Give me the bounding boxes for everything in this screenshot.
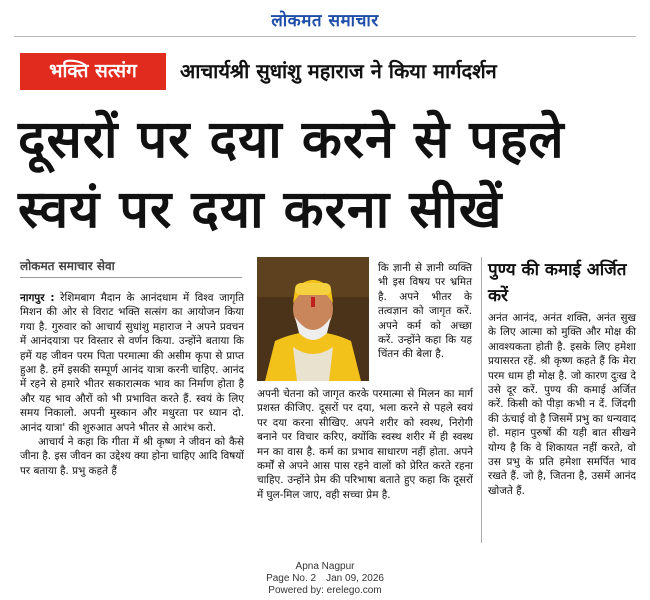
subheading: पुण्य की कमाई अर्जित करें	[488, 260, 627, 306]
headline-line-2: स्वयं पर दया करना सीखें	[18, 180, 503, 240]
paragraph-3: कि ज्ञानी से ज्ञानी व्यक्ति भी इस विषय पर भ्रमित है. अपने भीतर के तत्वज्ञान को जागृत करें. अपने कर्म को अच्छा करें. उन्होंने कहा कि यह चिंतन की बेला है.	[378, 262, 472, 361]
speaker-photo	[257, 257, 369, 381]
paragraph-5: अनंत आनंद, अनंत शक्ति, अनंत सुख के लिए आत्मा को मुक्ति और मोक्ष की आवश्यकता होती है. इसके लिए हमेशा प्रयासरत रहें. श्री कृष्ण कहते हैं कि मेरा परम धाम ही मोक्ष है. जो कारण दुःख दे उसे दूर करें. पुण्य की कमाई अर्जित करें. किसी को पीड़ा कभी न दें. जिंदगी की ऊंचाई वो है जिसमें प्रभु का धन्यवाद हो. महान पुरुषों की यही बात सीखने योग्य है कि वे शिकायत नहीं करते, वो उस प्रभु के प्रति हमेशा समर्पित भाव रखते हैं. जो है, जितना है, उसमें आनंद खोजते हैं.	[488, 312, 636, 497]
masthead: लोकमत समाचार	[271, 11, 379, 31]
footer	[0, 561, 650, 597]
kicker: आचार्यश्री सुधांशु महाराज ने किया मार्गदर्शन	[180, 59, 497, 83]
article-column-3	[488, 311, 636, 498]
paragraph-1	[20, 291, 244, 435]
masthead-divider	[14, 36, 636, 37]
dateline: नागपुर :	[20, 292, 55, 304]
article-column-1	[20, 291, 244, 478]
paragraph-2: आचार्य ने कहा कि गीता में श्री कृष्ण ने जीवन को कैसे जीना है. इस जीवन का उद्देश्य क्या होना चाहिए आदि विषयों पर बताया है. प्रभु कहते हैं	[20, 436, 244, 477]
footer-powered-by[interactable]: Powered by: erelego.com	[268, 585, 382, 596]
headline-line-1: दूसरों पर दया करने से पहले	[18, 110, 565, 170]
footer-page: Page No. 2	[266, 573, 317, 584]
footer-date: Jan 09, 2026	[326, 573, 384, 584]
paragraph-1-text: रेशिमबाग मैदान के आनंदधाम में विश्व जागृति मिशन की ओर से विराट भक्ति सत्संग का आयोजन किया गया है. गुरुवार को आचार्य सुधांशु महाराज ने अपने प्रवचन में आनंदयात्रा पर विस्तार से वर्णन किया. उन्होंने बताया कि हमें यह जीवन परम पिता परमात्मा की असीम कृपा से प्राप्त हुआ है. हमें इसकी सम्पूर्ण आनंद यात्रा करनी चाहिए. आनंद में रहने से हमारे भीतर सकारात्मक भाव का निर्माण होता है और यह भाव औरों को भी प्रभावित करते हैं. स्वयं के लिए समय निकालो. अपनी मुस्कान और मधुरता पर ध्यान दो. आनंद यात्रा' की शुरुआत अपने भीतर से आरंभ करो.	[20, 292, 245, 434]
section-tag: भक्ति सत्संग	[20, 53, 166, 90]
footer-page-line	[0, 573, 650, 585]
article-column-2-bottom	[257, 387, 473, 502]
column-divider	[481, 257, 482, 543]
byline: लोकमत समाचार सेवा	[20, 257, 242, 278]
footer-edition: Apna Nagpur	[295, 561, 355, 572]
article-column-2-top	[378, 261, 472, 362]
paragraph-4: अपनी चेतना को जागृत करके परमात्मा से मिलन का मार्ग प्रशस्त कीजिए. दूसरों पर दया, भला करने से पहले स्वयं पर दया करना सीखिए. अपने शरीर को स्वस्थ, निरोगी बनाने पर विचार करिए, क्योंकि स्वस्थ शरीर में ही स्वस्थ मन का वास है. कर्म का प्रभाव साधारण नहीं होता. अपने कर्मों से अपने आस पास रहने वालों को प्रेरित करते रहना चाहिए. उन्होंने प्रेम की परिभाषा बताते हुए कहा कि दूसरों में घुल-मिल जाए, वही सच्चा प्रेम है.	[257, 388, 473, 501]
